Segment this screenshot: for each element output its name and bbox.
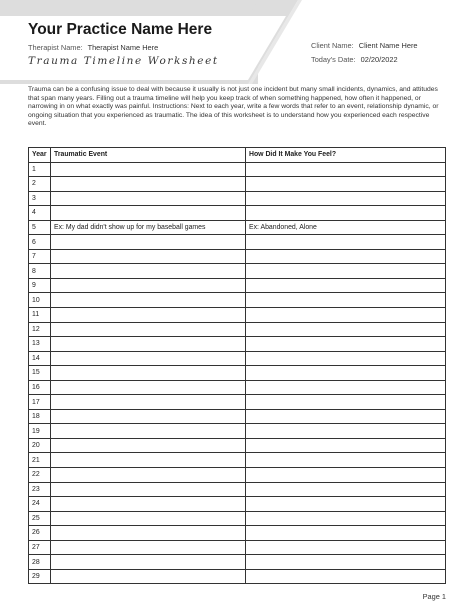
year-cell: 8 [29,264,51,279]
table-row [29,409,446,424]
event-cell[interactable] [51,293,246,308]
year-cell: 22 [29,467,51,482]
year-cell: 24 [29,497,51,512]
event-cell[interactable] [51,482,246,497]
table-row [29,438,446,453]
header-year: Year [29,148,51,163]
table-row [29,511,446,526]
table-row [29,307,446,322]
table-row [29,453,446,468]
table-row [29,555,446,570]
feeling-cell[interactable] [246,424,446,439]
year-cell: 19 [29,424,51,439]
feeling-cell[interactable] [246,191,446,206]
therapist-label: Therapist Name: [28,43,83,52]
table-row [29,235,446,250]
table-row [29,569,446,584]
year-cell: 4 [29,206,51,221]
feeling-cell[interactable] [246,177,446,192]
client-value: Client Name Here [358,41,418,50]
feeling-cell[interactable] [246,278,446,293]
feeling-cell[interactable] [246,467,446,482]
client-name-row [311,41,418,50]
feeling-cell[interactable] [246,497,446,512]
year-cell: 15 [29,366,51,381]
year-cell: 10 [29,293,51,308]
feeling-cell[interactable] [246,366,446,381]
table-row [29,424,446,439]
year-cell: 29 [29,569,51,584]
date-value: 02/20/2022 [360,55,398,64]
worksheet-title: Trauma Timeline Worksheet [28,55,219,67]
event-cell[interactable] [51,569,246,584]
year-cell: 20 [29,438,51,453]
year-cell: 17 [29,395,51,410]
feeling-cell[interactable] [246,235,446,250]
event-cell[interactable] [51,366,246,381]
therapist-name-row [28,43,158,52]
event-cell[interactable] [51,191,246,206]
header-traumatic-event: Traumatic Event [51,148,246,163]
date-label: Today's Date: [311,55,356,64]
event-cell[interactable] [51,206,246,221]
year-cell: 5 [29,220,51,235]
year-cell: 9 [29,278,51,293]
table-row [29,380,446,395]
table-row [29,249,446,264]
year-cell: 26 [29,526,51,541]
event-cell[interactable] [51,467,246,482]
table-row [29,395,446,410]
table-row [29,351,446,366]
event-cell[interactable] [51,264,246,279]
feeling-cell[interactable] [246,206,446,221]
event-cell[interactable] [51,322,246,337]
year-cell: 3 [29,191,51,206]
year-cell: 11 [29,307,51,322]
year-cell: 25 [29,511,51,526]
table-row [29,177,446,192]
table-row [29,293,446,308]
feeling-cell[interactable] [246,380,446,395]
year-cell: 21 [29,453,51,468]
event-cell[interactable] [51,395,246,410]
table-row [29,162,446,177]
feeling-cell[interactable] [246,511,446,526]
feeling-cell[interactable] [246,264,446,279]
page-number: Page 1 [422,592,446,601]
feeling-cell[interactable] [246,337,446,352]
therapist-value: Therapist Name Here [87,43,159,52]
event-cell[interactable] [51,337,246,352]
table-row [29,540,446,555]
table-row [29,526,446,541]
feeling-cell[interactable] [246,438,446,453]
year-cell: 13 [29,337,51,352]
feeling-cell[interactable] [246,249,446,264]
feeling-cell[interactable] [246,307,446,322]
event-cell[interactable] [51,453,246,468]
feeling-cell[interactable] [246,322,446,337]
year-cell: 28 [29,555,51,570]
intro-paragraph: Trauma can be a confusing issue to deal with because it usually is not just one incident but many small incidents, dynamics, and attitudes that span many years. Filling out a trauma timeline will help you keep track of when something happened, how often it happened, or narrowing in on what exactly was painful. Instructions: Next to each year, write a few words that refer to an event, relationship dynamic, or ongoing situation that you experienced as traumatic. The idea of this worksheet is to understand how you experienced each respective event. [28,86,439,128]
year-cell: 23 [29,482,51,497]
event-cell[interactable] [51,177,246,192]
feeling-cell[interactable] [246,540,446,555]
event-cell[interactable] [51,235,246,250]
feeling-cell[interactable] [246,482,446,497]
year-cell: 27 [29,540,51,555]
feeling-cell[interactable] [246,162,446,177]
event-cell[interactable]: Ex: My dad didn't show up for my baseball games [51,220,246,235]
feeling-cell[interactable] [246,293,446,308]
year-cell: 16 [29,380,51,395]
table-body [29,162,446,584]
client-label: Client Name: [311,41,354,50]
table-header-row [29,148,446,163]
year-cell: 12 [29,322,51,337]
feeling-cell[interactable] [246,555,446,570]
table-row [29,467,446,482]
event-cell[interactable] [51,249,246,264]
table-row [29,264,446,279]
feeling-cell[interactable] [246,453,446,468]
table-row [29,482,446,497]
year-cell: 14 [29,351,51,366]
event-cell[interactable] [51,438,246,453]
header [0,0,474,84]
table-row [29,497,446,512]
practice-name: Your Practice Name Here [28,21,213,38]
header-feeling: How Did It Make You Feel? [246,148,446,163]
year-cell: 7 [29,249,51,264]
table-row [29,220,446,235]
feeling-cell[interactable] [246,409,446,424]
year-cell: 6 [29,235,51,250]
event-cell[interactable] [51,424,246,439]
event-cell[interactable] [51,409,246,424]
table-row [29,366,446,381]
event-cell[interactable] [51,526,246,541]
event-cell[interactable] [51,555,246,570]
table-row [29,206,446,221]
feeling-cell[interactable] [246,395,446,410]
timeline-table [28,147,446,584]
event-cell[interactable] [51,307,246,322]
event-cell[interactable] [51,351,246,366]
feeling-cell[interactable]: Ex: Abandoned, Alone [246,220,446,235]
date-row [311,55,398,64]
event-cell[interactable] [51,380,246,395]
feeling-cell[interactable] [246,526,446,541]
event-cell[interactable] [51,511,246,526]
feeling-cell[interactable] [246,351,446,366]
event-cell[interactable] [51,497,246,512]
table-row [29,322,446,337]
year-cell: 18 [29,409,51,424]
event-cell[interactable] [51,162,246,177]
table-row [29,278,446,293]
feeling-cell[interactable] [246,569,446,584]
year-cell: 2 [29,177,51,192]
table-row [29,337,446,352]
event-cell[interactable] [51,540,246,555]
year-cell: 1 [29,162,51,177]
table-row [29,191,446,206]
event-cell[interactable] [51,278,246,293]
